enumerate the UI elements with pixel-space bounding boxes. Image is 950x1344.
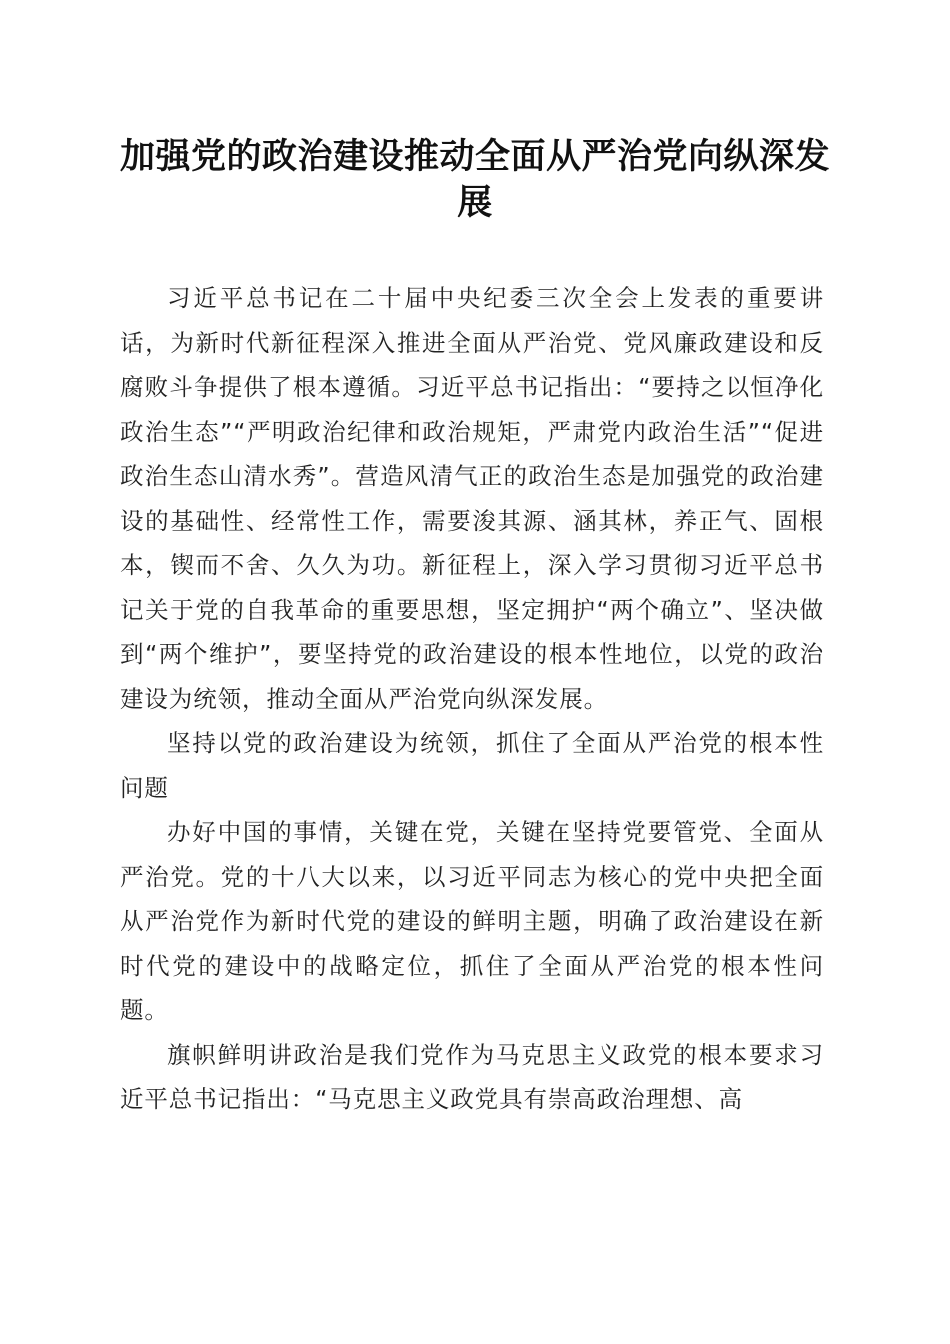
section-heading-political-construction: 坚持以党的政治建设为统领，抓住了全面从严治党的根本性问题 bbox=[120, 729, 824, 802]
paragraph-party-leadership: 办好中国的事情，关键在党，关键在坚持党要管党、全面从严治党。党的十八大以来，以习近平同志为核心的党中央把全面从严治党作为新时代党的建设的鲜明主题，明确了政治建设在新时代党的建设中的战略定位，抓住了全面从严治党的根本性问题。 bbox=[120, 818, 824, 1024]
document-body bbox=[120, 276, 824, 1122]
paragraph-political-requirement: 旗帜鲜明讲政治是我们党作为马克思主义政党的根本要求习近平总书记指出：“马克思主义政党具有崇高政治理想、高 bbox=[120, 1040, 824, 1113]
paragraph-intro: 习近平总书记在二十届中央纪委三次全会上发表的重要讲话，为新时代新征程深入推进全面从严治党、党风廉政建设和反腐败斗争提供了根本遵循。习近平总书记指出：“要持之以恒净化政治生态”“严明政治纪律和政治规矩，严肃党内政治生活”“促进政治生态山清水秀”。营造风清气正的政治生态是加强党的政治建设的基础性、经常性工作，需要浚其源、涵其林，养正气、固根本，锲而不舍、久久为功。新征程上，深入学习贯彻习近平总书记关于党的自我革命的重要思想，坚定拥护“两个确立”、坚决做到“两个维护”，要坚持党的政治建设的根本性地位，以党的政治建设为统领，推动全面从严治党向纵深发展。 bbox=[120, 284, 824, 713]
document-title: 加强党的政治建设推动全面从严治党向纵深发展 bbox=[119, 136, 830, 223]
